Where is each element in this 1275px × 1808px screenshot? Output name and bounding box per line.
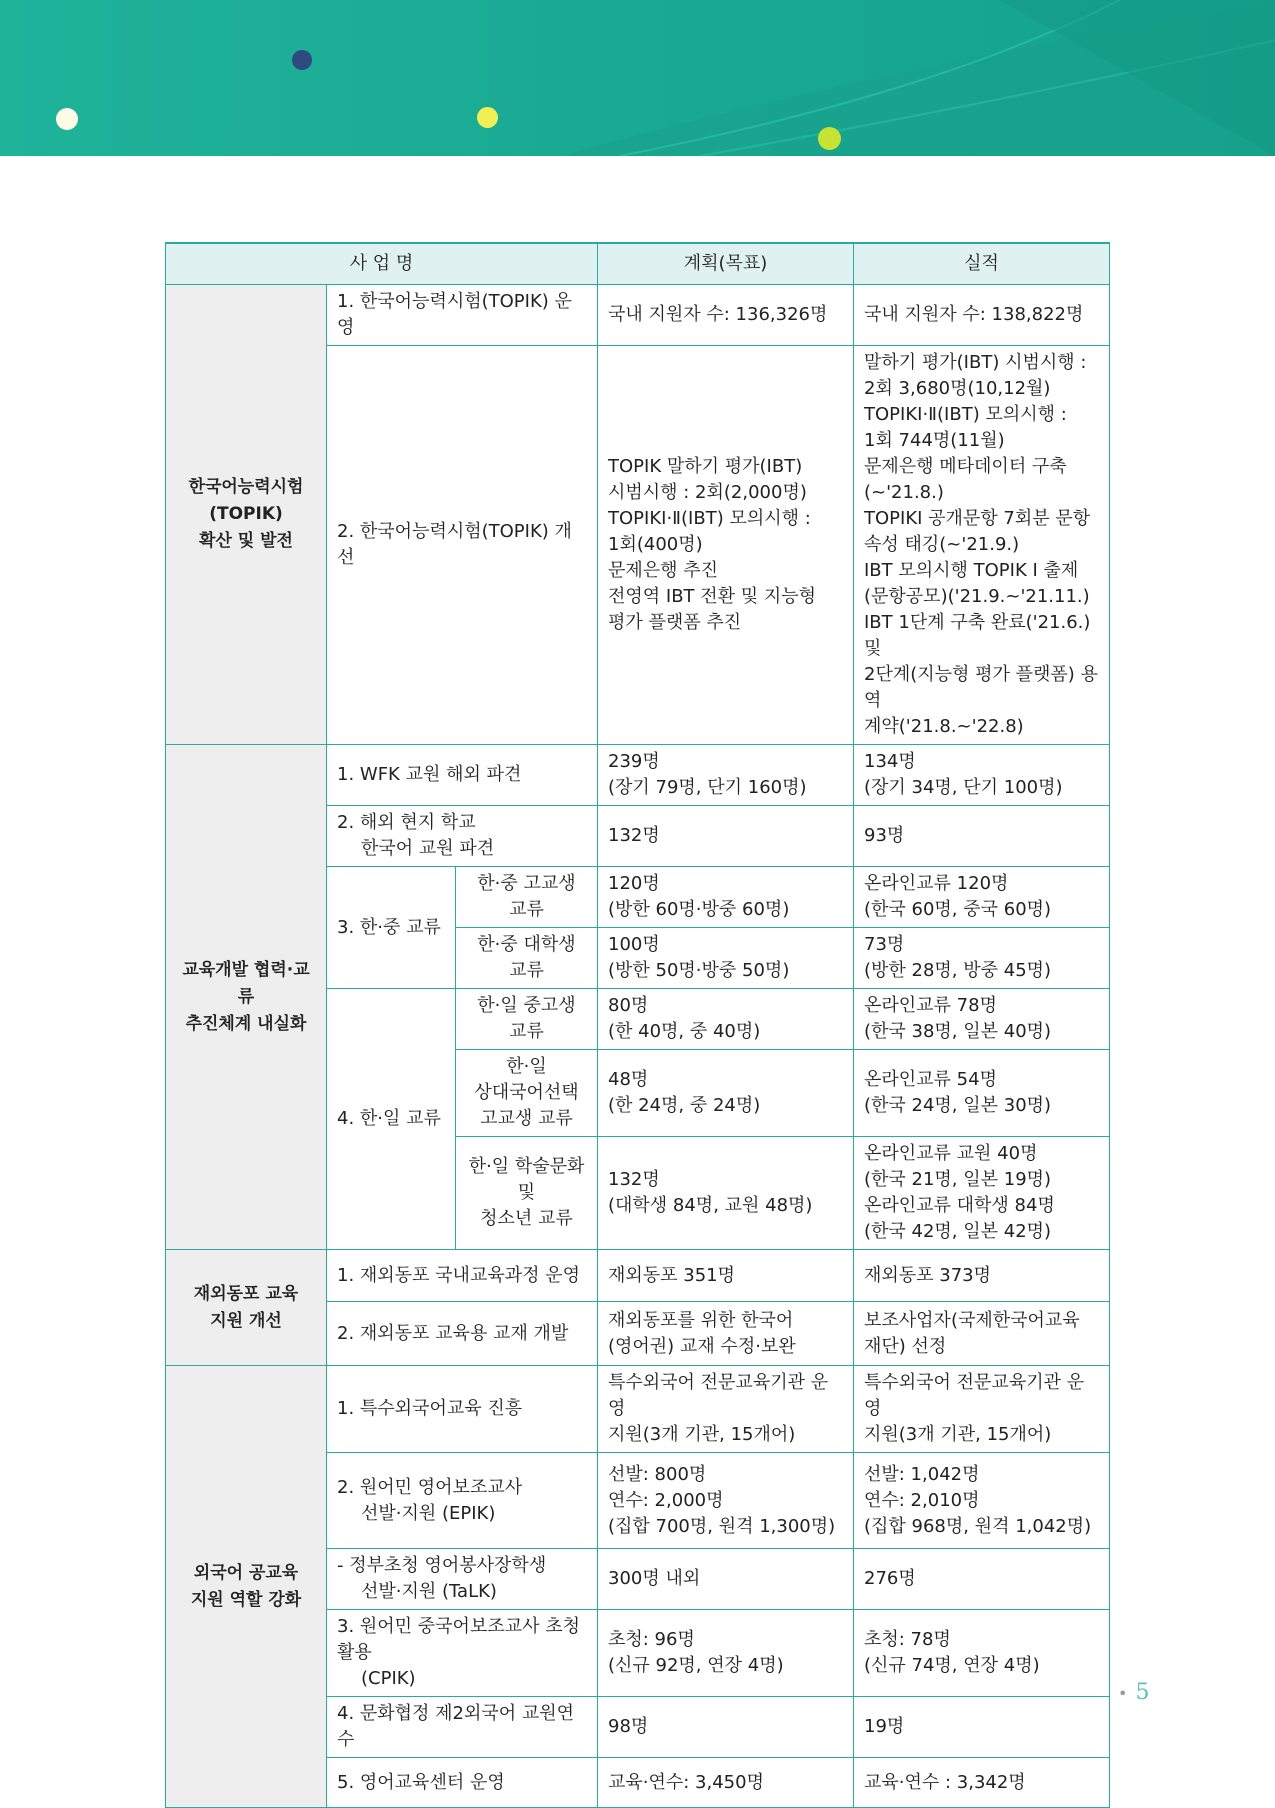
row-name: [327, 806, 598, 867]
row-result: 보조사업자(국제한국어교육 재단) 선정: [854, 1302, 1110, 1366]
cream-dot: [56, 108, 78, 130]
row-sub: 한·중 고교생 교류: [456, 867, 598, 928]
row-sub: 한·중 대학생 교류: [456, 928, 598, 989]
row-plan: 300명 내외: [598, 1549, 854, 1610]
page-number: [1118, 1680, 1149, 1705]
row-result: 말하기 평가(IBT) 시범시행 : 2회 3,680명(10,12월) TOPIKⅠ·Ⅱ(IBT) 모의시행 : 1회 744명(11월) 문제은행 메타데이터 구축(~'21.8.) TOPIKⅠ 공개문항 7회분 문항 속성 태깅(~'21.9.) IBT 모의시행 TOPIK Ⅰ 출제 (문항공모)('21.9.~'21.11.) IBT 1단계 구축 완료('21.6.) 및 2단계(지능형 평가 플랫폼) 용역 계약('21.8.~'22.8): [854, 346, 1110, 745]
lime-dot: [818, 127, 841, 150]
table-row: [166, 1366, 1110, 1453]
category-overseas: 재외동포 교육 지원 개선: [166, 1250, 327, 1366]
table-row: [166, 745, 1110, 806]
row-plan: 239명 (장기 79명, 단기 160명): [598, 745, 854, 806]
table-row: [166, 285, 1110, 346]
row-name: [327, 1549, 598, 1610]
row-result: 특수외국어 전문교육기관 운영 지원(3개 기관, 15개어): [854, 1366, 1110, 1453]
row-name: 1. 특수외국어교육 진흥: [327, 1366, 598, 1453]
row-sub: 한·일 중고생 교류: [456, 989, 598, 1050]
row-plan: 초청: 96명 (신규 92명, 연장 4명): [598, 1610, 854, 1697]
row-name: 4. 문화협정 제2외국어 교원연수: [327, 1697, 598, 1758]
row-sub: 한·일 학술문화 및 청소년 교류: [456, 1137, 598, 1250]
row-name: 3. 한·중 교류: [327, 867, 456, 989]
row-name: 5. 영어교육센터 운영: [327, 1758, 598, 1808]
row-plan: 교육·연수: 3,450명: [598, 1758, 854, 1808]
page-number-text: 5: [1135, 1680, 1150, 1705]
header-result: 실적: [854, 243, 1110, 285]
row-name: 1. 재외동포 국내교육과정 운영: [327, 1250, 598, 1302]
header-banner: [0, 0, 1275, 156]
row-plan: 특수외국어 전문교육기관 운영 지원(3개 기관, 15개어): [598, 1366, 854, 1453]
row-name-line2: (CPIK): [361, 1668, 416, 1689]
row-plan: 재외동포 351명: [598, 1250, 854, 1302]
row-plan: 98명: [598, 1697, 854, 1758]
row-name-line2: 한국어 교원 파견: [361, 838, 495, 859]
banner-decoration: [0, 0, 1275, 156]
row-name: 2. 재외동포 교육용 교재 개발: [327, 1302, 598, 1366]
row-name: 4. 한·일 교류: [327, 989, 456, 1250]
row-plan: 48명 (한 24명, 중 24명): [598, 1050, 854, 1137]
row-result: 온라인교류 120명 (한국 60명, 중국 60명): [854, 867, 1110, 928]
row-name-line1: 2. 해외 현지 학교: [337, 812, 476, 833]
row-result: 134명 (장기 34명, 단기 100명): [854, 745, 1110, 806]
header-plan: 계획(목표): [598, 243, 854, 285]
row-result: 초청: 78명 (신규 74명, 연장 4명): [854, 1610, 1110, 1697]
row-result: 276명: [854, 1549, 1110, 1610]
row-name-line1: 3. 원어민 중국어보조교사 초청활용: [337, 1616, 580, 1663]
row-name-line2: 선발·지원 (EPIK): [361, 1502, 496, 1524]
row-result: 73명 (방한 28명, 방중 45명): [854, 928, 1110, 989]
row-name: 1. WFK 교원 해외 파견: [327, 745, 598, 806]
row-name: 2. 한국어능력시험(TOPIK) 개선: [327, 346, 598, 745]
row-plan: 재외동포를 위한 한국어 (영어권) 교재 수정·보완: [598, 1302, 854, 1366]
header-business: 사 업 명: [166, 243, 598, 285]
category-edu: 교육개발 협력·교류 추진체계 내실화: [166, 745, 327, 1250]
row-plan: 선발: 800명 연수: 2,000명 (집합 700명, 원격 1,300명): [598, 1453, 854, 1549]
row-result: 온라인교류 54명 (한국 24명, 일본 30명): [854, 1050, 1110, 1137]
row-name-line2: 선발·지원 (TaLK): [361, 1581, 497, 1602]
table-header-row: [166, 243, 1110, 285]
row-result: 온라인교류 교원 40명 (한국 21명, 일본 19명) 온라인교류 대학생 84명 (한국 42명, 일본 42명): [854, 1137, 1110, 1250]
row-name: 1. 한국어능력시험(TOPIK) 운영: [327, 285, 598, 346]
page-bullet: •: [1118, 1684, 1128, 1703]
row-name-line1: 2. 원어민 영어보조교사: [337, 1476, 523, 1498]
row-name-line1: - 정부초청 영어봉사장학생: [337, 1555, 547, 1576]
row-result: 선발: 1,042명 연수: 2,010명 (집합 968명, 원격 1,042명): [854, 1453, 1110, 1549]
table-row: [166, 1250, 1110, 1302]
navy-dot: [292, 50, 312, 70]
business-table: [165, 242, 1110, 1808]
row-plan: 80명 (한 40명, 중 40명): [598, 989, 854, 1050]
row-plan: 120명 (방한 60명·방중 60명): [598, 867, 854, 928]
row-plan: 국내 지원자 수: 136,326명: [598, 285, 854, 346]
row-result: 국내 지원자 수: 138,822명: [854, 285, 1110, 346]
row-name: [327, 1610, 598, 1697]
category-topik: 한국어능력시험 (TOPIK) 확산 및 발전: [166, 285, 327, 745]
row-sub: 한·일 상대국어선택 고교생 교류: [456, 1050, 598, 1137]
row-plan: TOPIK 말하기 평가(IBT) 시범시행 : 2회(2,000명) TOPIKⅠ·Ⅱ(IBT) 모의시행 : 1회(400명) 문제은행 추진 전영역 IBT 전환 및 지능형 평가 플랫폼 추진: [598, 346, 854, 745]
row-plan: 100명 (방한 50명·방중 50명): [598, 928, 854, 989]
row-plan: 132명 (대학생 84명, 교원 48명): [598, 1137, 854, 1250]
row-result: 재외동포 373명: [854, 1250, 1110, 1302]
row-plan: 132명: [598, 806, 854, 867]
row-result: 93명: [854, 806, 1110, 867]
category-foreign: 외국어 공교육 지원 역할 강화: [166, 1366, 327, 1808]
yellow-dot: [477, 107, 498, 128]
row-result: 19명: [854, 1697, 1110, 1758]
row-result: 온라인교류 78명 (한국 38명, 일본 40명): [854, 989, 1110, 1050]
row-result: 교육·연수 : 3,342명: [854, 1758, 1110, 1808]
row-name: [327, 1453, 598, 1549]
